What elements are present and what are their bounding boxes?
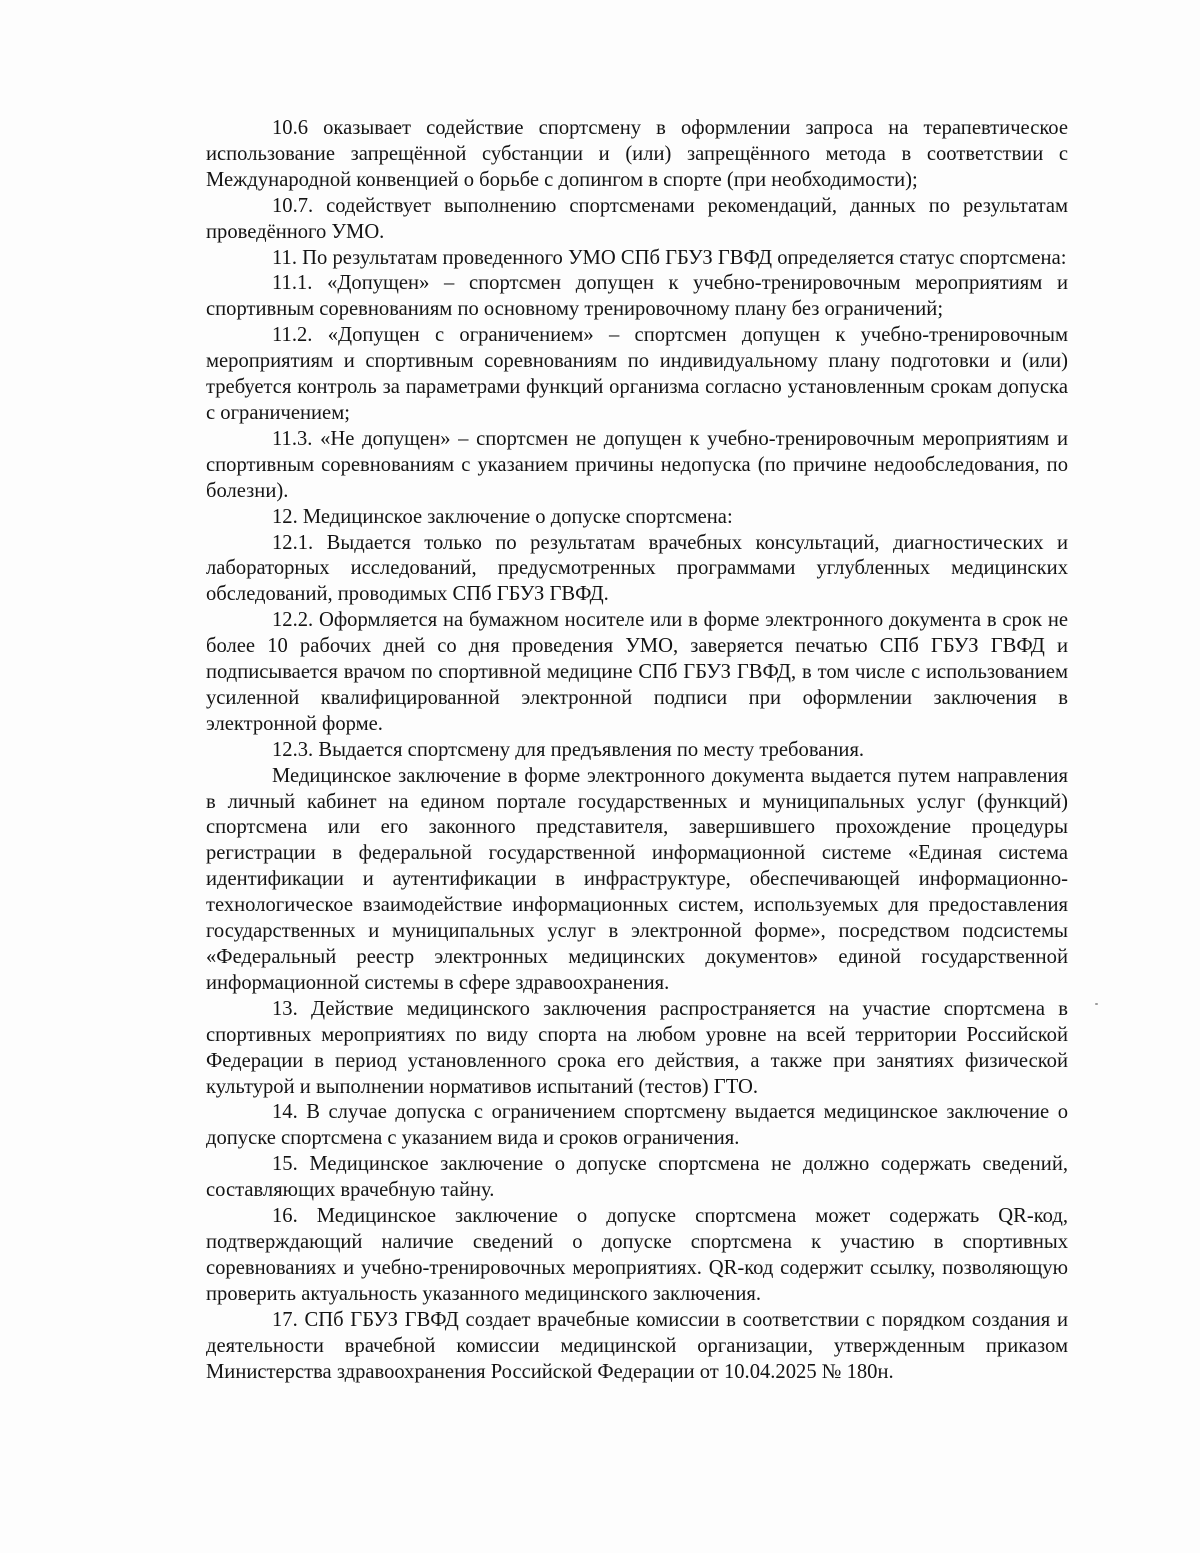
paragraph-11-1: 11.1. «Допущен» – спортсмен допущен к учебно-тренировочным мероприятиям и спортивным соревнованиям по основному тренировочному плану без ограничений; [206,272,1068,321]
paragraph-12-3: 12.3. Выдается спортсмену для предъявления по месту требования. [272,738,865,761]
paragraph-12: 12. Медицинское заключение о допуске спортсмена: [272,505,733,528]
paragraph-12-2: 12.2. Оформляется на бумажном носителе или в форме электронного документа в срок не более 10 рабочих дней со дня проведения УМО, заверяется печатью СПб ГБУЗ ГВФД и подписывается врачом по спортивной медицине СПб ГБУЗ ГВФД, в том числе с использованием усиленной квалифицированной электронной подписи при оформлении заключения в электронной форме. [206,609,1068,735]
paragraph-13: 13. Действие медицинского заключения распространяется на участие спортсмена в спортивных мероприятиях по виду спорта на любом уровне на всей территории Российской Федерации в период установленного срока его действия, а также при занятиях физической культурой и выполнении нормативов испытаний (тестов) ГТО. [206,997,1068,1098]
document-body [206,116,1068,1385]
paragraph-12-1: 12.1. Выдается только по результатам врачебных консультаций, диагностических и лабораторных исследований, предусмотренных программами углубленных медицинских обследований, проводимых СПб ГБУЗ ГВФД. [206,531,1068,606]
paragraph-15: 15. Медицинское заключение о допуске спортсмена не должно содержать сведений, составляющих врачебную тайну. [206,1153,1068,1202]
paragraph-10-7: 10.7. содействует выполнению спортсменами рекомендаций, данных по результатам проведённого УМО. [206,194,1068,243]
paragraph-16: 16. Медицинское заключение о допуске спортсмена может содержать QR-код, подтверждающий наличие сведений о допуске спортсмена к участию в спортивных соревнованиях и учебно-тренировочных мероприятиях. QR-код содержит ссылку, позволяющую проверить актуальность указанного медицинского заключения. [206,1205,1068,1305]
paragraph-14: 14. В случае допуска с ограничением спортсмену выдается медицинское заключение о допуске спортсмена с указанием вида и сроков ограничения. [206,1101,1068,1150]
scan-speck [1095,1003,1098,1005]
paragraph-11: 11. По результатам проведенного УМО СПб ГБУЗ ГВФД определяется статус спортсмена: [272,246,1067,269]
paragraph-11-3: 11.3. «Не допущен» – спортсмен не допущен к учебно-тренировочным мероприятиям и спортивным соревнованиям с указанием причины недопуска (по причине недообследования, по болезни). [206,427,1068,502]
paragraph-electronic-conclusion: Медицинское заключение в форме электронного документа выдается путем направления в личный кабинет на едином портале государственных и муниципальных услуг (функций) спортсмена или его законного представителя, завершившего прохождение процедуры регистрации в федеральной государственной информационной системе «Единая система идентификации и аутентификации в инфраструктуре, обеспечивающей информационно-технологическое взаимодействие информационных систем, используемых для предоставления государственных и муниципальных услуг в электронной форме», посредством подсистемы «Федеральный реестр электронных медицинских документов» единой государственной информационной системы в сфере здравоохранения. [206,764,1068,994]
paragraph-17: 17. СПб ГБУЗ ГВФД создает врачебные комиссии в соответствии с порядком создания и деятельности врачебной комиссии медицинской организации, утвержденным приказом Министерства здравоохранения Российской Федерации от 10.04.2025 № 180н. [206,1308,1068,1383]
paragraph-10-6: 10.6 оказывает содействие спортсмену в оформлении запроса на терапевтическое использование запрещённой субстанции и (или) запрещённого метода в соответствии с Международной конвенцией о борьбе с допингом в спорте (при необходимости); [206,117,1068,191]
paragraph-11-2: 11.2. «Допущен с ограничением» – спортсмен допущен к учебно-тренировочным мероприятиям и спортивным соревнованиям по индивидуальному плану подготовки и (или) требуется контроль за параметрами функций организма согласно установленным срокам допуска с ограничением; [206,324,1068,424]
